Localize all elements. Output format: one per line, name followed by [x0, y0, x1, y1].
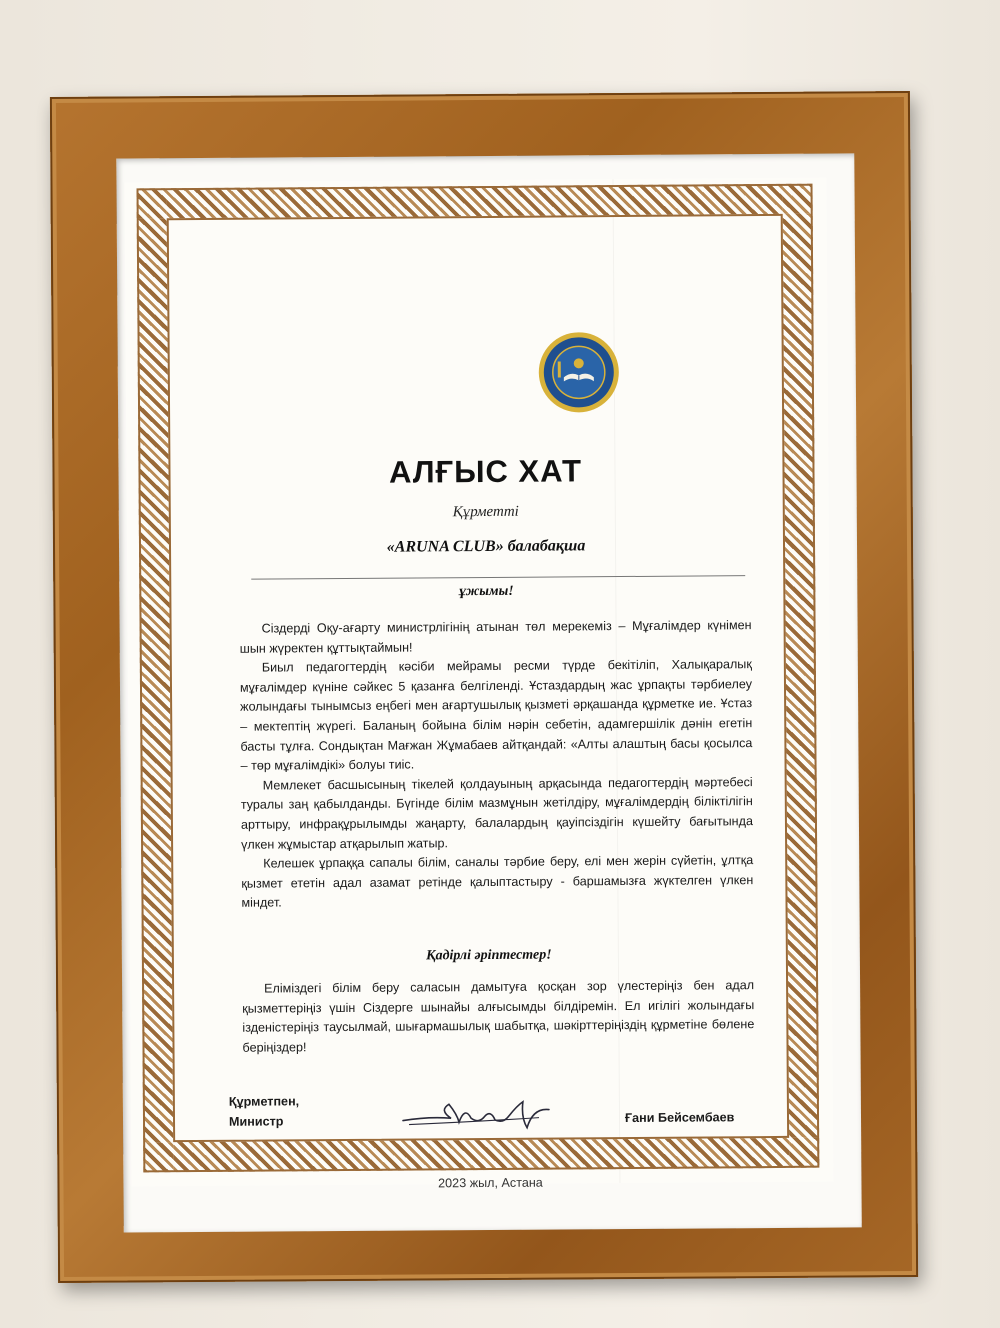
letter-body — [240, 616, 754, 913]
minister-title: Министр — [228, 1114, 284, 1129]
signer-name: Ғани Бейсембаев — [624, 1110, 735, 1126]
paragraph: Еліміздегі білім беру саласын дамытуға қосқан зор үлестеріңіз бен адал қызметтеріңіз үшін Сіздерге шынайы алғысымды білдіремін. Ел игілігі жолындағы ізденістеріңіз таусылмай, шығармашылық шабытқа, шәкірттеріңіздің құрметіне бөлене беріңіздер! — [242, 978, 755, 1055]
recipient-name: «ARUNA CLUB» балабақша — [386, 537, 586, 556]
date-place: 2023 жыл, Астана — [438, 1175, 543, 1191]
certificate-paper — [124, 178, 833, 1191]
salutation: Құрметті — [452, 503, 519, 521]
letter-title: АЛҒЫС ХАТ — [388, 453, 583, 490]
ministry-emblem-icon — [538, 331, 621, 414]
regards-block — [229, 1091, 300, 1131]
paragraph: Келешек ұрпаққа сапалы білім, саналы тәрбие беру, елі мен жерін сүйетін, ұлтқа қызмет ететін адал азамат ретінде қалыптастыру - баршамызға жүктелген үлкен міндет. — [241, 853, 754, 911]
regards-text: Құрметпен, — [228, 1094, 300, 1109]
dear-colleagues: Қадірлі әріптестер! — [426, 947, 552, 964]
recipient-collective: ұжымы! — [458, 583, 514, 600]
paragraph: Мемлекет басшысының тікелей қолдауының арқасында педагогтердің мәртебесі туралы заң қабылданды. Бүгінде білім мазмұнын жетілдіру, мұғалімдердің біліктілігін арттыру, инфрақұрылымды жаңарту, балалардың қауіпсіздігін күшейту бағытында үлкен жұмыстар атқарылып жатыр. — [240, 774, 753, 852]
paragraph: Биыл педагогтердің кәсіби мейрамы ресми түрде бекітіліп, Халықаралық мұғалімдер күніне сәйкес 5 қазанға белгіленді. Ұстаздардың жас ұрпақты тәрбиелеу жолындағы тынымсыз еңбегі мен ағартушылық қызметі әрқашанда құрметке ие. Ұстаз – мектептің жүрегі. Баланың бойына білім нәрін себетін, адамгершілік дәнін егетін басты тұлға. Сондықтан Мағжан Жұмабаев айтқандай: «Алты алаштың басы қосылса – төр мұғалімдікі» болуы тиіс. — [239, 657, 753, 773]
closing-paragraph — [242, 976, 755, 1058]
picture-frame — [50, 91, 918, 1283]
paragraph: Сіздерді Оқу-ағарту министрлігінің атынан төл мерекеміз – Мұғалімдер күнімен шын жүректен құттықтаймын! — [239, 618, 752, 656]
signature-icon — [399, 1087, 559, 1138]
frame-mat — [116, 153, 861, 1232]
